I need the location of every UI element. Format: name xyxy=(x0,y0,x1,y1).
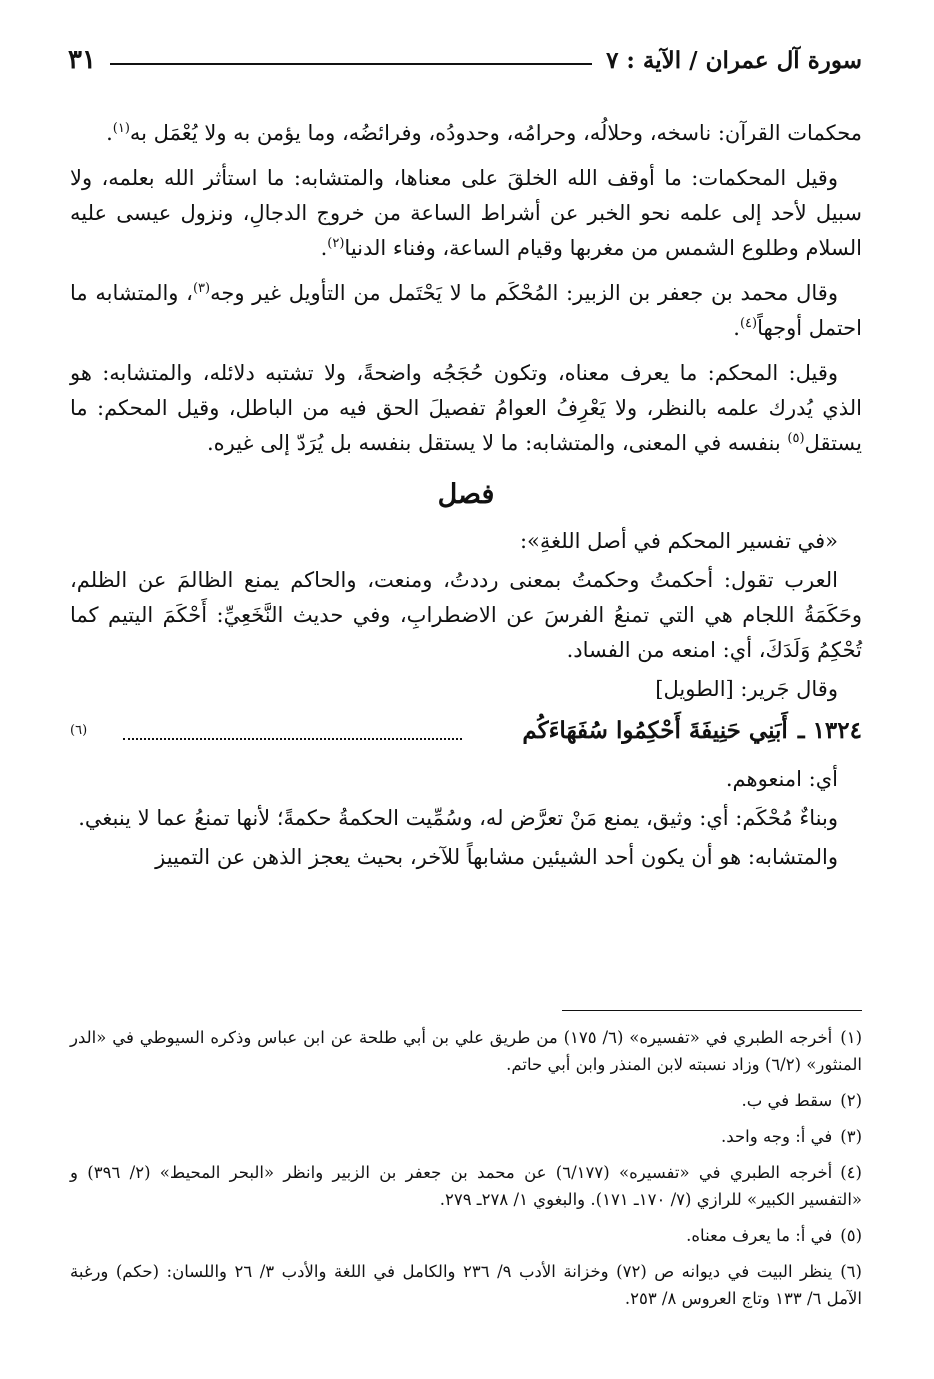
footnote: (٦)ينظر البيت في ديوانه ص (٧٢) وخزانة الأدب ٩/ ٢٣٦ والكامل في اللغة والأدب ٣/ ٢٦ واللسان: (حكم) ورغبة الآمل ٦/ ١٣٣ وتاج العروس ٨/ ٢٥٣. xyxy=(70,1262,862,1308)
footnote-ref: (١) xyxy=(112,121,130,136)
footnote: (٥)في أ: ما يعرف معناه. xyxy=(686,1226,862,1245)
running-title: سورة آل عمران / الآية : ٧ xyxy=(606,46,862,74)
verse-ellipsis xyxy=(123,737,462,740)
poetry-verse xyxy=(70,713,862,748)
paragraph: والمتشابه: هو أن يكون أحد الشيئين مشابهاً للآخر، بحيث يعجز الذهن عن التمييز xyxy=(155,845,838,869)
footnote-ref: (٤) xyxy=(739,316,758,331)
footnote: (٣)في أ: وجه واحد. xyxy=(721,1127,862,1146)
main-text xyxy=(70,116,862,879)
footnote-ref: (٣) xyxy=(192,281,211,296)
footnote: (١)أخرجه الطبري في «تفسيره» (٦/ ١٧٥) من طريق علي بن أبي طلحة عن ابن عباس وذكره السيوطي في «الدر المنثور» (٦/٢) وزاد نسبته لابن المنذر وابن أبي حاتم. xyxy=(70,1028,862,1074)
footnotes xyxy=(70,1024,862,1321)
footnote: (٤)أخرجه الطبري في «تفسيره» (٦/١٧٧) عن محمد بن جعفر بن الزبير وانظر «البحر المحيط» (٢/ ٣٩٦) و «التفسير الكبير» للرازي (٧/ ١٧٠ـ ١٧١). والبغوي ١/ ٢٧٨ـ ٢٧٩. xyxy=(70,1163,862,1209)
paragraph: العرب تقول: أحكمتُ وحكمتُ بمعنى رددتُ، ومنعت، والحاكم يمنع الظالمَ عن الظلم، وحَكَمَةُ اللجام هي التي تمنعُ الفرسَ عن الاضطرابِ، وفي حديث النَّخَعِيِّ: أَحْكَمَ اليتيم كما تُحْكِمُ وَلَدَكَ، أي: امنعه من الفساد. xyxy=(70,568,862,662)
paragraph: وقيل: المحكم: ما يعرف معناه، وتكون حُجَجُه واضحةً، ولا تشتبه دلائله، والمتشابه: هو الذي يُدرك علمه بالنظر، ولا يَعْرِفُ العوامُ تفصيلَ الحق فيه من الباطل، وقيل المحكم: ما يستقل$^{(٥)}$ بنفسه في المعنى، والمتشابه: ما لا يستقل بنفسه بل يُرَدّ إلى غيره. xyxy=(70,361,862,455)
header-rule xyxy=(110,63,592,65)
footnote-ref: (٦) xyxy=(70,723,88,738)
section-subtitle: «في تفسير المحكم في أصل اللغةِ»: xyxy=(519,529,838,553)
footnote-separator xyxy=(562,1010,862,1011)
footnote-ref: (٢) xyxy=(327,236,345,251)
paragraph: أي: امنعوهم. xyxy=(725,767,838,791)
paragraph: وقال محمد بن جعفر بن الزبير: المُحْكَم ما لا يَحْتَمل من التأويل غير وجه$^{(٣)}$، والمتشابه ما احتمل أوجهاً$^{(٤)}$. xyxy=(70,281,862,340)
page-header xyxy=(68,36,862,84)
page-number: ٣١ xyxy=(68,45,96,75)
meter-label: وقال جَرير: [الطويل] xyxy=(655,677,838,701)
footnote: (٢)سقط في ب. xyxy=(741,1091,862,1110)
footnote-ref: (٥) xyxy=(787,431,805,446)
paragraph: وبناءٌ مُحْكَم: أي: وثيق، يمنع مَنْ تعرَّض له، وسُمِّيت الحكمةُ حكمةً؛ لأنها تمنعُ عما لا ينبغي. xyxy=(78,806,838,830)
verse-number: ١٣٢٤ ـ xyxy=(797,717,862,744)
paragraph: وقيل المحكمات: ما أوقف الله الخلقَ على معناها، والمتشابه: ما استأثر الله بعلمه، ولا سبيل لأحد إلى علمه نحو الخبر عن أشراط الساعة من خروج الدجالِ، ونزول عيسى عليه السلام وطلوع الشمس من مغربها وقيام الساعة، وفناء الدنيا$^{(٢)}$. xyxy=(70,166,862,260)
paragraph: محكمات القرآن: ناسخه، وحلالُه، وحرامُه، وحدودُه، وفرائضُه، وما يؤمن به ولا يُعْمَل به$^{(١)}$. xyxy=(106,121,862,145)
verse-text: أَبَنِي حَنِيفَةَ أَحْكِمُوا سُفَهَاءَكُم xyxy=(522,717,788,744)
section-heading: فصل xyxy=(437,479,495,510)
